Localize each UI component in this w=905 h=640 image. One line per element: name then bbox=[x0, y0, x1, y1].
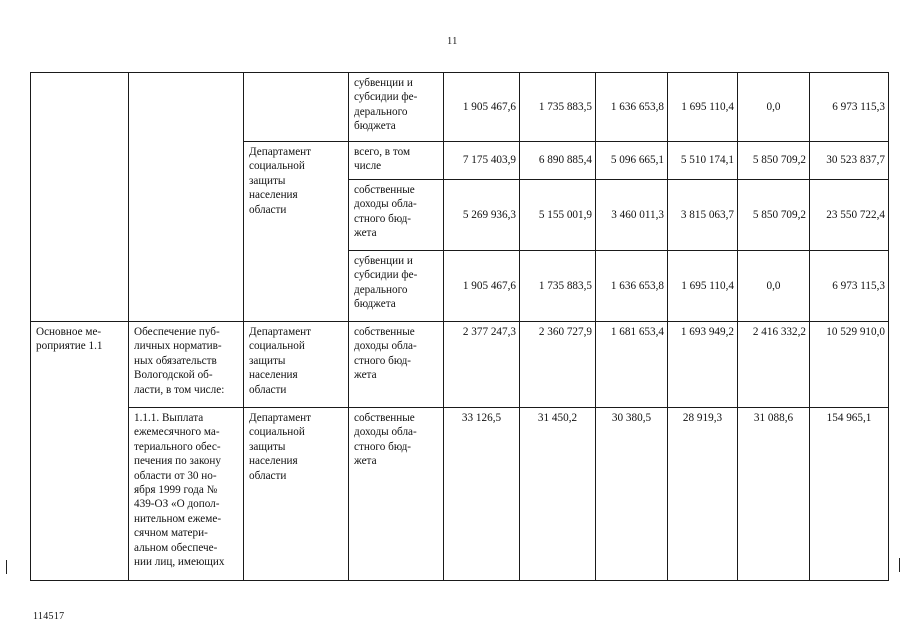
value-cell: 31 450,2 bbox=[520, 408, 596, 581]
total-cell: 23 550 722,4 bbox=[810, 180, 889, 251]
event-cell: Основное ме- роприятие 1.1 bbox=[31, 322, 129, 581]
page-number: 11 bbox=[447, 36, 458, 47]
funding-source-cell: всего, в том числе bbox=[349, 142, 444, 180]
total-cell: 30 523 837,7 bbox=[810, 142, 889, 180]
value-cell: 33 126,5 bbox=[444, 408, 520, 581]
value-cell: 1 735 883,5 bbox=[520, 73, 596, 142]
value-cell: 0,0 bbox=[738, 73, 810, 142]
responsible-cell: Департамент социальной защиты населения области bbox=[244, 408, 349, 581]
responsible-cell bbox=[244, 73, 349, 142]
value-cell: 3 815 063,7 bbox=[668, 180, 738, 251]
value-cell: 1 681 653,4 bbox=[596, 322, 668, 408]
table-row bbox=[31, 73, 889, 142]
funding-source-cell: собственные доходы обла- стного бюд- жета bbox=[349, 408, 444, 581]
value-cell: 1 905 467,6 bbox=[444, 251, 520, 322]
value-cell: 2 416 332,2 bbox=[738, 322, 810, 408]
responsible-cell: Департамент социальной защиты населения области bbox=[244, 322, 349, 408]
value-cell: 5 510 174,1 bbox=[668, 142, 738, 180]
funding-source-cell: собственные доходы обла- стного бюд- жета bbox=[349, 322, 444, 408]
description-cell: Обеспечение пуб- личных норматив- ных обязательств Вологодской об- ласти, в том числе: bbox=[129, 322, 244, 408]
total-cell: 6 973 115,3 bbox=[810, 73, 889, 142]
description-cell bbox=[129, 73, 244, 322]
value-cell: 6 890 885,4 bbox=[520, 142, 596, 180]
value-cell: 1 636 653,8 bbox=[596, 73, 668, 142]
funding-source-cell: собственные доходы обла- стного бюд- жета bbox=[349, 180, 444, 251]
value-cell: 28 919,3 bbox=[668, 408, 738, 581]
value-cell: 1 693 949,2 bbox=[668, 322, 738, 408]
scan-artifact bbox=[6, 560, 7, 574]
value-cell: 2 360 727,9 bbox=[520, 322, 596, 408]
total-cell: 154 965,1 bbox=[810, 408, 889, 581]
table-row bbox=[31, 408, 889, 581]
funding-source-cell: субвенции и субсидии фе- дерального бюджета bbox=[349, 73, 444, 142]
value-cell: 1 695 110,4 bbox=[668, 73, 738, 142]
value-cell: 3 460 011,3 bbox=[596, 180, 668, 251]
value-cell: 30 380,5 bbox=[596, 408, 668, 581]
value-cell: 1 735 883,5 bbox=[520, 251, 596, 322]
value-cell: 5 850 709,2 bbox=[738, 142, 810, 180]
event-cell bbox=[31, 73, 129, 322]
value-cell: 1 636 653,8 bbox=[596, 251, 668, 322]
value-cell: 5 269 936,3 bbox=[444, 180, 520, 251]
value-cell: 5 096 665,1 bbox=[596, 142, 668, 180]
scan-artifact bbox=[899, 558, 900, 572]
value-cell: 1 695 110,4 bbox=[668, 251, 738, 322]
value-cell: 31 088,6 bbox=[738, 408, 810, 581]
value-cell: 1 905 467,6 bbox=[444, 73, 520, 142]
value-cell: 2 377 247,3 bbox=[444, 322, 520, 408]
value-cell: 0,0 bbox=[738, 251, 810, 322]
budget-table bbox=[30, 72, 889, 581]
table-row bbox=[31, 322, 889, 408]
document-code: 114517 bbox=[33, 611, 65, 622]
total-cell: 10 529 910,0 bbox=[810, 322, 889, 408]
funding-source-cell: субвенции и субсидии фе- дерального бюджета bbox=[349, 251, 444, 322]
responsible-cell: Департамент социальной защиты населения области bbox=[244, 142, 349, 322]
value-cell: 5 155 001,9 bbox=[520, 180, 596, 251]
value-cell: 5 850 709,2 bbox=[738, 180, 810, 251]
value-cell: 7 175 403,9 bbox=[444, 142, 520, 180]
total-cell: 6 973 115,3 bbox=[810, 251, 889, 322]
description-cell: 1.1.1. Выплата ежемесячного ма- териального обес- печения по закону области от 30 но- ября 1999 года № 439-ОЗ «О допол- нительном ежеме- сячном матери- альном обеспече- нии лиц, имеющих bbox=[129, 408, 244, 581]
